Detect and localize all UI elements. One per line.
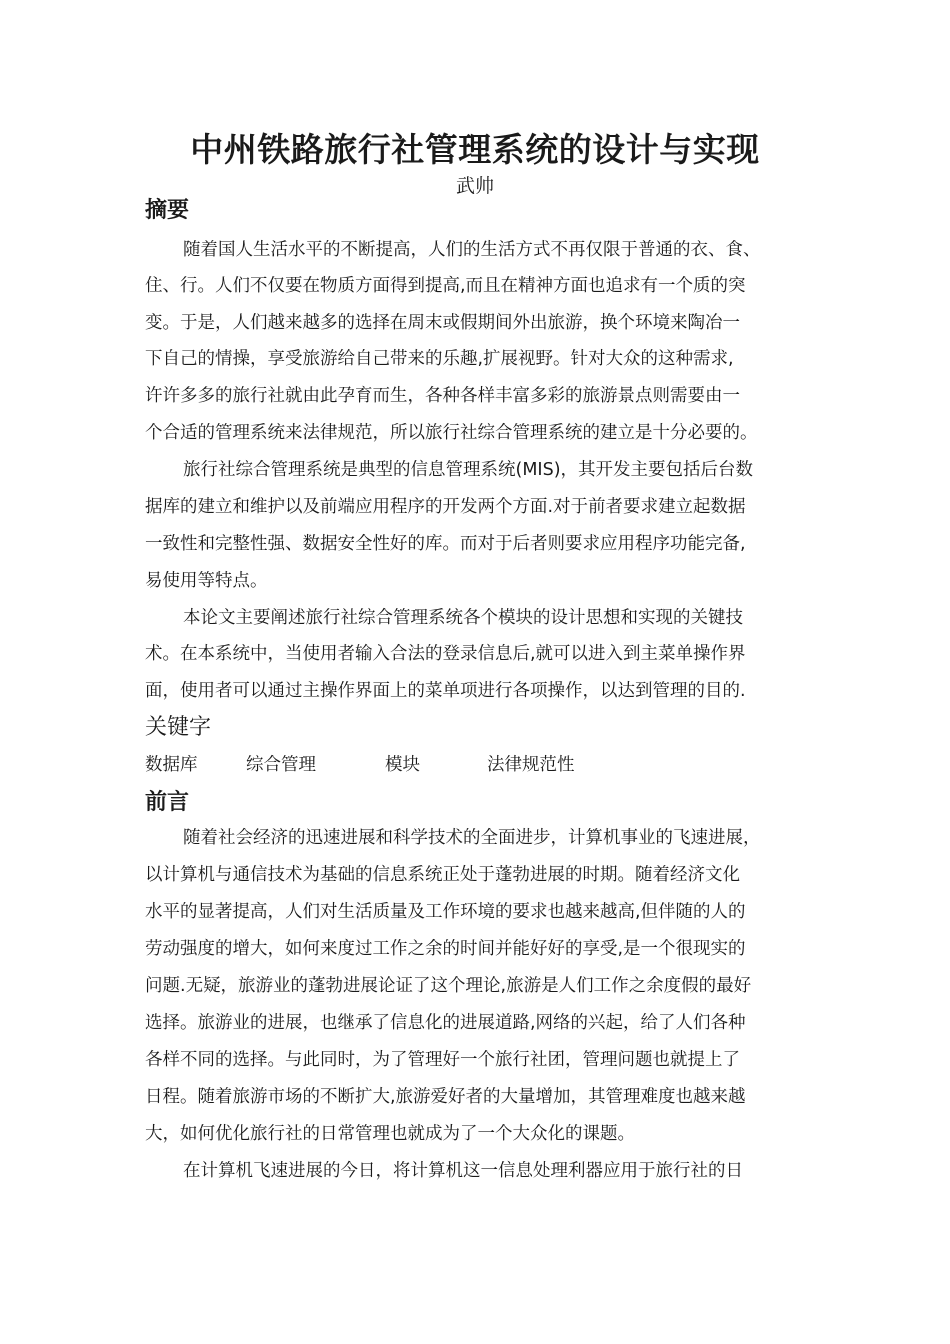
preface-line: 选择。旅游业的进展，也继承了信息化的进展道路,网络的兴起，给了人们各种 [145,1013,746,1033]
document-title: 中州铁路旅行社管理系统的设计与实现 [190,130,760,169]
keywords-heading: 关键字 [145,715,212,740]
abstract-heading: 摘要 [145,198,190,223]
preface-line: 问题.无疑，旅游业的蓬勃进展论证了这个理论,旅游是人们工作之余度假的最好 [145,976,752,996]
abstract-line: 一致性和完整性强、数据安全性好的库。而对于后者则要求应用程序功能完备, [145,534,746,554]
abstract-line: 住、行。人们不仅要在物质方面得到提高,而且在精神方面也追求有一个质的突 [145,276,746,296]
abstract-line: 易使用等特点。 [145,571,268,591]
abstract-line: 随着国人生活水平的不断提高，人们的生活方式不再仅限于普通的衣、食、 [183,240,761,260]
abstract-line: 个合适的管理系统来法律规范，所以旅行社综合管理系统的建立是十分必要的。 [145,423,758,443]
keyword-item: 综合管理 [246,755,316,775]
preface-line: 以计算机与通信技术为基础的信息系统正处于蓬勃进展的时期。随着经济文化 [145,865,740,885]
preface-line: 大，如何优化旅行社的日常管理也就成为了一个大众化的课题。 [145,1124,635,1144]
keyword-item: 模块 [385,755,420,775]
abstract-line: 面，使用者可以通过主操作界面上的菜单项进行各项操作，以达到管理的目的. [145,681,746,701]
abstract-line: 术。在本系统中，当使用者输入合法的登录信息后,就可以进入到主菜单操作界 [145,644,746,664]
preface-line: 日程。随着旅游市场的不断扩大,旅游爱好者的大量增加，其管理难度也越来越 [145,1087,746,1107]
preface-line: 水平的显著提高，人们对生活质量及工作环境的要求也越来越高,但伴随的人的 [145,902,746,922]
preface-heading: 前言 [145,790,190,815]
abstract-line: 旅行社综合管理系统是典型的信息管理系统(MIS)，其开发主要包括后台数 [183,460,754,480]
abstract-line: 据库的建立和维护以及前端应用程序的开发两个方面.对于前者要求建立起数据 [145,497,746,517]
abstract-line: 变。于是，人们越来越多的选择在周末或假期间外出旅游，换个环境来陶冶一 [145,313,740,333]
keyword-item: 数据库 [145,755,198,775]
preface-line: 随着社会经济的迅速进展和科学技术的全面进步，计算机事业的飞速进展， [183,828,761,848]
preface-line: 各样不同的选择。与此同时，为了管理好一个旅行社团，管理问题也就提上了 [145,1050,740,1070]
abstract-line: 许许多多的旅行社就由此孕育而生，各种各样丰富多彩的旅游景点则需要由一 [145,386,740,406]
author-name: 武帅 [455,175,494,197]
preface-line: 劳动强度的增大，如何来度过工作之余的时间并能好好的享受,是一个很现实的 [145,939,746,959]
preface-line: 在计算机飞速进展的今日，将计算机这一信息处理利器应用于旅行社的日 [183,1161,743,1181]
keyword-item: 法律规范性 [487,755,575,775]
abstract-line: 下自己的情操，享受旅游给自己带来的乐趣,扩展视野。针对大众的这种需求, [145,349,734,369]
abstract-line: 本论文主要阐述旅行社综合管理系统各个模块的设计思想和实现的关键技 [183,608,743,628]
